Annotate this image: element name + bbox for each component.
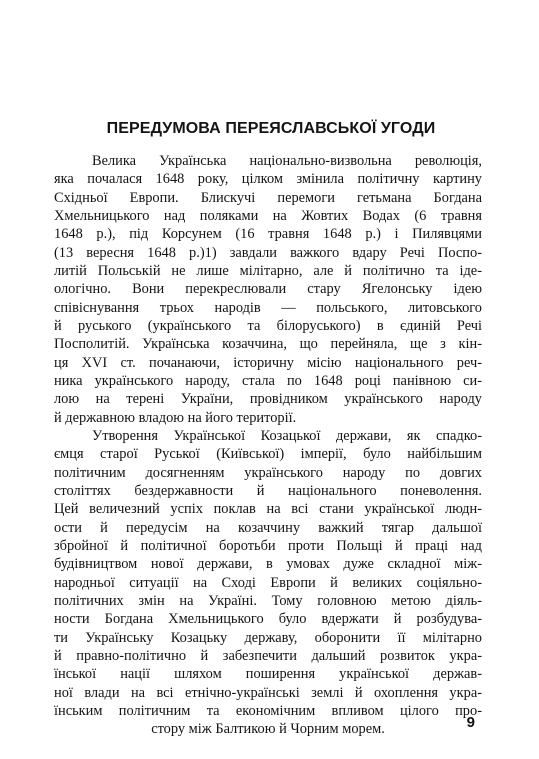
body-text <box>54 152 482 739</box>
paragraph-1 <box>54 152 482 427</box>
text-line: політичним досягненням українського народу по довгих <box>54 464 482 481</box>
text-line: (13 вересня 1648 р.)1) завдали важкого вдару Речі Поспо- <box>54 244 482 261</box>
text-line: ника українського народу, стала по 1648 році панівною си- <box>54 372 482 389</box>
text-line: литій Польській не лише мілітарно, але й політично та іде- <box>54 262 482 279</box>
text-line: Посполитій. Українська козаччина, що перейняла, ще з кін- <box>54 336 482 353</box>
text-line: збройної й політичної боротьби проти Польщі й праці над <box>54 537 482 554</box>
text-line: й державною владою на його території. <box>54 409 297 426</box>
text-line: Велика Українська національно-визвольна революція, <box>92 153 482 169</box>
text-line: співіснування трьох народів — польського, литовського <box>54 299 482 316</box>
text-line: Утворення Української Козацької держави, як спадко- <box>92 427 482 444</box>
text-line: народньої ситуації на Сході Европи й великих соціяльно- <box>54 574 482 591</box>
paragraph-2 <box>54 427 482 739</box>
text-line: ости й передусім на козаччину важкий тягар дальшої <box>54 519 482 536</box>
text-line: політичних змін на Україні. Тому головною метою діяль- <box>54 592 482 609</box>
text-line: яка почалася 1648 року, цілком змінила політичну картину <box>54 171 482 188</box>
text-line: 1648 р.), під Корсунем (16 травня 1648 р.) і Пилявцями <box>54 226 482 243</box>
text-line: будівництвом нової держави, в умовах дуже складної між- <box>54 556 482 573</box>
text-line: ности Богдана Хмельницького було вдержати й розбудува- <box>54 611 482 628</box>
text-line: ємця старої Руської (Київської) імперії, було найбільшим <box>54 446 482 463</box>
text-line: й руського (українського та білоруського) в єдиній Речі <box>54 317 482 334</box>
text-line: стору між Балтикою й Чорним морем. <box>151 721 385 738</box>
text-line: лою на терені України, провідником українського народу <box>54 391 482 408</box>
text-line: їнської нації шляхом поширення української держав- <box>54 666 482 683</box>
text-line: їнським політичним та економічним впливом цілого про- <box>54 702 482 719</box>
text-line: ологічно. Вони перекреслювали стару Ягелонську ідею <box>54 281 482 298</box>
text-line: Хмельницького над поляками на Жовтих Водах (6 травня <box>54 207 482 224</box>
text-line: Цей величезний успіх поклав на всі стани української людн- <box>54 501 482 518</box>
text-line: століттях бездержавности й національного поневолення. <box>54 482 482 499</box>
text-line: ця XVI ст. почанаючи, історичну місію національного реч- <box>54 354 482 371</box>
text-line: ної влади на всі етнічно-українські землі й охоплення укра- <box>54 684 482 701</box>
text-line: ти Українську Козацьку державу, оборонити її мілітарно <box>54 629 482 646</box>
chapter-heading: ПЕРЕДУМОВА ПЕРЕЯСЛАВСЬКОЇ УГОДИ <box>106 120 436 137</box>
text-line: й правно-політично й забезпечити дальший розвиток укра- <box>54 647 482 664</box>
text-line: Східньої Европи. Блискучі перемоги гетьмана Богдана <box>54 189 482 206</box>
page-number: 9 <box>466 714 475 731</box>
